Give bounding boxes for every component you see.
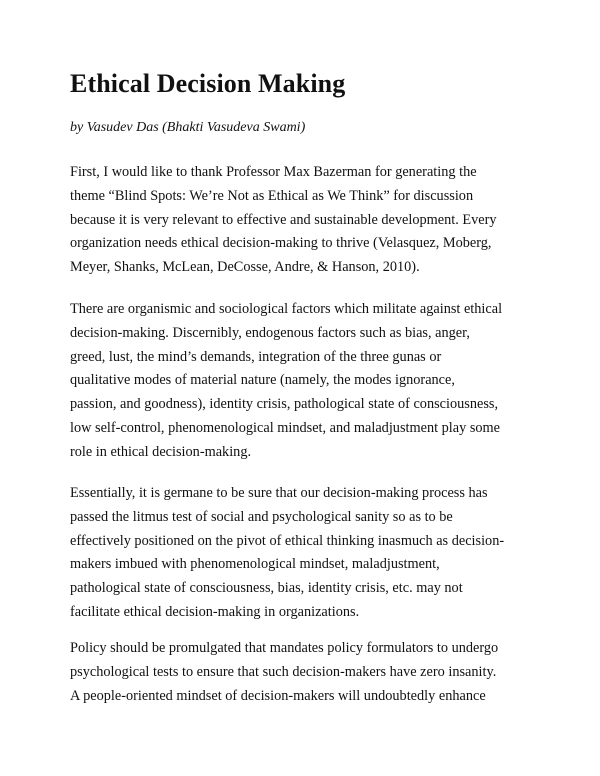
- paragraph-line: Policy should be promulgated that mandates policy formulators to undergo: [70, 640, 499, 656]
- paragraph-line: because it is very relevant to effective and sustainable development. Every: [70, 211, 497, 228]
- paragraph-line: greed, lust, the mind’s demands, integration of the three gunas or: [70, 348, 442, 365]
- paragraph-3: [70, 482, 504, 625]
- paragraph-line: low self-control, phenomenological mindset, and maladjustment play some: [70, 419, 501, 436]
- paragraph-line: A people-oriented mindset of decision-makers will undoubtedly enhance: [70, 687, 486, 704]
- paragraph-line: theme “Blind Spots: We’re Not as Ethical as We Think” for discussion: [70, 187, 474, 204]
- paragraph-4: [70, 637, 498, 708]
- paragraph-line: facilitate ethical decision-making in organizations.: [70, 603, 360, 620]
- paragraph-line: passion, and goodness), identity crisis, pathological state of consciousness,: [70, 396, 499, 413]
- paragraph-line: decision-making. Discernibly, endogenous factors such as bias, anger,: [70, 324, 470, 341]
- paragraph-line: makers imbued with phenomenological mindset, maladjustment,: [70, 556, 440, 573]
- paragraph-line: Essentially, it is germane to be sure that our decision-making process has: [70, 485, 488, 501]
- paragraph-line: psychological tests to ensure that such decision-makers have zero insanity.: [70, 663, 497, 680]
- paragraph-2: [70, 298, 502, 465]
- paragraph-line: effectively positioned on the pivot of ethical thinking inasmuch as decision-: [70, 532, 505, 549]
- paragraph-line: role in ethical decision-making.: [70, 443, 252, 460]
- paragraph-line: First, I would like to thank Professor Max Bazerman for generating the: [70, 164, 477, 180]
- paragraph-1: [70, 161, 497, 280]
- paragraph-line: pathological state of consciousness, bias, identity crisis, etc. may not: [70, 580, 463, 597]
- paragraph-line: There are organismic and sociological factors which militate against ethical: [70, 301, 503, 317]
- paragraph-line: passed the litmus test of social and psychological sanity so as to be: [70, 508, 453, 525]
- author-byline: by Vasudev Das (Bhakti Vasudeva Swami): [70, 120, 306, 135]
- document-title: Ethical Decision Making: [70, 69, 346, 98]
- paragraph-line: organization needs ethical decision-making to thrive (Velasquez, Moberg,: [70, 235, 492, 252]
- paragraph-line: qualitative modes of material nature (namely, the modes ignorance,: [70, 372, 455, 389]
- paragraph-line: Meyer, Shanks, McLean, DeCosse, Andre, & Hanson, 2010).: [70, 259, 420, 276]
